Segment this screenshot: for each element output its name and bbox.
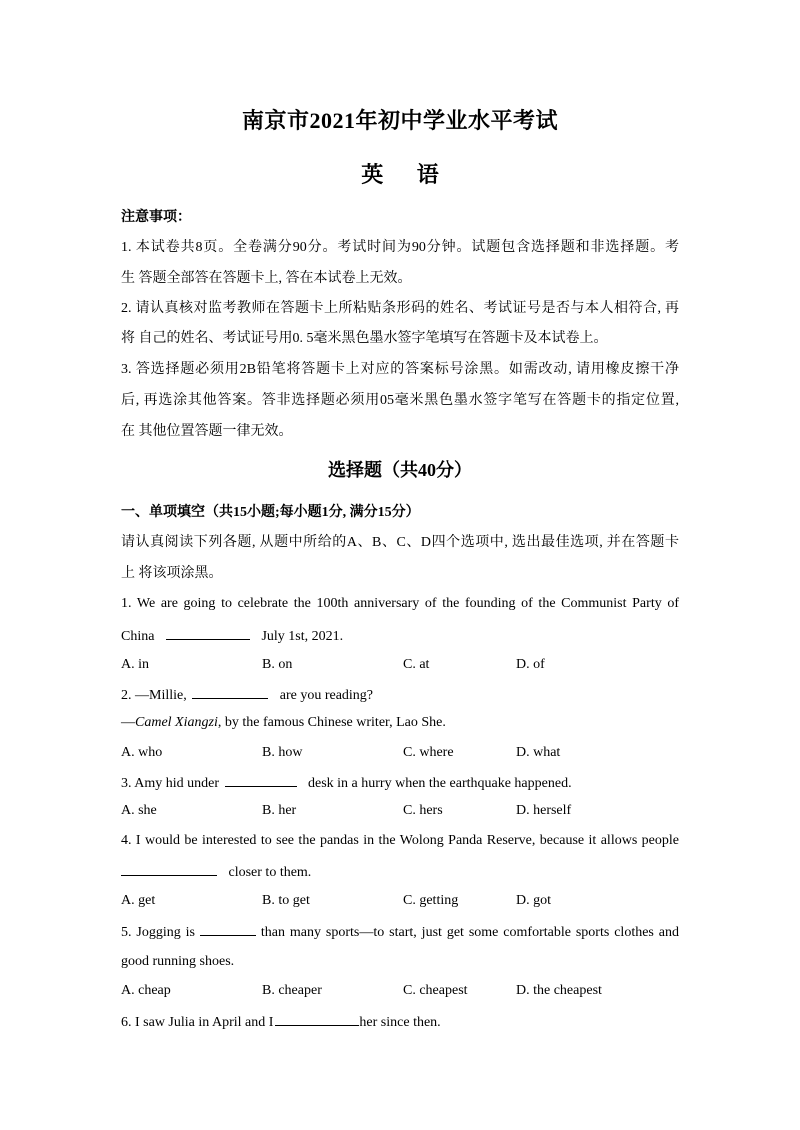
question-2-text-b: are you reading?: [279, 688, 374, 703]
question-2-option-b: B. how: [262, 745, 303, 760]
question-4-line-2: [121, 862, 311, 882]
question-6-blank: [275, 1012, 359, 1026]
notice-line-5: 3. 答选择题必须用2B铅笔将答题卡上对应的答案标号涂黑。如需改动, 请用橡皮擦干净: [121, 362, 679, 377]
question-5-option-b: B. cheaper: [262, 983, 322, 998]
question-2-line-2: [121, 714, 446, 732]
question-2-line-1: [121, 685, 373, 705]
question-1-option-c: C. at: [403, 657, 430, 672]
question-2-option-c: C. where: [403, 745, 454, 760]
question-2-book-title: Camel Xiangzi: [135, 715, 218, 730]
question-6-text-b: her since then.: [359, 1015, 441, 1030]
question-2-text-c: , by the famous Chinese writer, Lao She.: [217, 715, 446, 730]
question-1-text-b: July 1st, 2021.: [261, 629, 344, 644]
question-2-option-a: A. who: [121, 745, 163, 760]
question-5-option-d: D. the cheapest: [516, 983, 602, 998]
question-5-option-c: C. cheapest: [403, 983, 468, 998]
question-3-blank: [225, 773, 297, 787]
question-3-line-1: [121, 773, 572, 793]
question-4-option-d: D. got: [516, 893, 551, 908]
notice-heading: 注意事项：: [121, 210, 191, 225]
section-title: 选择题（共40分）: [328, 460, 472, 480]
notice-line-4: 将 自己的姓名、考试证号用0. 5毫米黑色墨水签字笔填写在答题卡及本试卷上。: [121, 331, 608, 346]
question-4-option-b: B. to get: [262, 893, 310, 908]
question-1-option-d: D. of: [516, 657, 545, 672]
question-2-dash: —: [121, 715, 135, 730]
question-5-text-b: than many sports—to start, just get some comfortable sports clothes and: [260, 925, 680, 940]
notice-line-1: 1. 本试卷共8页。全卷满分90分。考试时间为90分钟。试题包含选择题和非选择题。考: [121, 240, 679, 255]
question-3-option-a: A. she: [121, 803, 157, 818]
question-1-line-2: [121, 626, 343, 646]
question-1-line-1: 1. We are going to celebrate the 100th anniversary of the founding of the Communist Party of: [121, 596, 679, 611]
question-5-blank: [200, 922, 256, 936]
notice-line-3: 2. 请认真核对监考教师在答题卡上所粘贴条形码的姓名、考试证号是否与本人相符合, 再: [121, 301, 679, 316]
question-3-option-b: B. her: [262, 803, 297, 818]
question-4-line-1: 4. I would be interested to see the pandas in the Wolong Panda Reserve, because it allows people: [121, 833, 679, 848]
question-2-text-a: 2. —Millie,: [121, 688, 187, 703]
question-5-line-1: [121, 922, 679, 942]
question-1-blank: [166, 626, 250, 640]
question-1-option-a: A. in: [121, 657, 149, 672]
question-3-option-d: D. herself: [516, 803, 572, 818]
question-6-line-1: [121, 1012, 441, 1032]
question-2-option-d: D. what: [516, 745, 561, 760]
notice-line-2: 生 答题全部答在答题卡上, 答在本试卷上无效。: [121, 271, 412, 286]
question-4-option-c: C. getting: [403, 893, 459, 908]
part-heading: 一、单项填空（共15小题;每小题1分, 满分15分）: [121, 505, 420, 520]
question-3-option-c: C. hers: [403, 803, 443, 818]
instruction-line-1: 请认真阅读下列各题, 从题中所给的A、B、C、D四个选项中, 选出最佳选项, 并在答题卡: [121, 535, 679, 550]
instruction-line-2: 上 将该项涂黑。: [121, 566, 223, 581]
question-4-option-a: A. get: [121, 893, 156, 908]
question-1-text-a: China: [121, 629, 155, 644]
question-5-line-2: good running shoes.: [121, 954, 235, 969]
question-3-text-b: desk in a hurry when the earthquake happened.: [308, 776, 572, 791]
notice-line-6: 后, 再选涂其他答案。答非选择题必须用05毫米黑色墨水签字笔写在答题卡的指定位置,: [121, 393, 679, 408]
question-4-text-b: closer to them.: [228, 865, 312, 880]
question-1-option-b: B. on: [262, 657, 293, 672]
question-2-blank: [192, 685, 268, 699]
question-3-text-a: 3. Amy hid under: [121, 776, 219, 791]
exam-title: 南京市2021年初中学业水平考试: [241, 108, 558, 133]
subject-title: 英 语: [361, 162, 453, 187]
question-4-blank: [121, 862, 217, 876]
question-5-text-a: 5. Jogging is: [121, 925, 196, 940]
question-5-option-a: A. cheap: [121, 983, 171, 998]
question-6-text-a: 6. I saw Julia in April and I: [121, 1015, 274, 1030]
notice-line-7: 在 其他位置答题一律无效。: [121, 424, 293, 439]
